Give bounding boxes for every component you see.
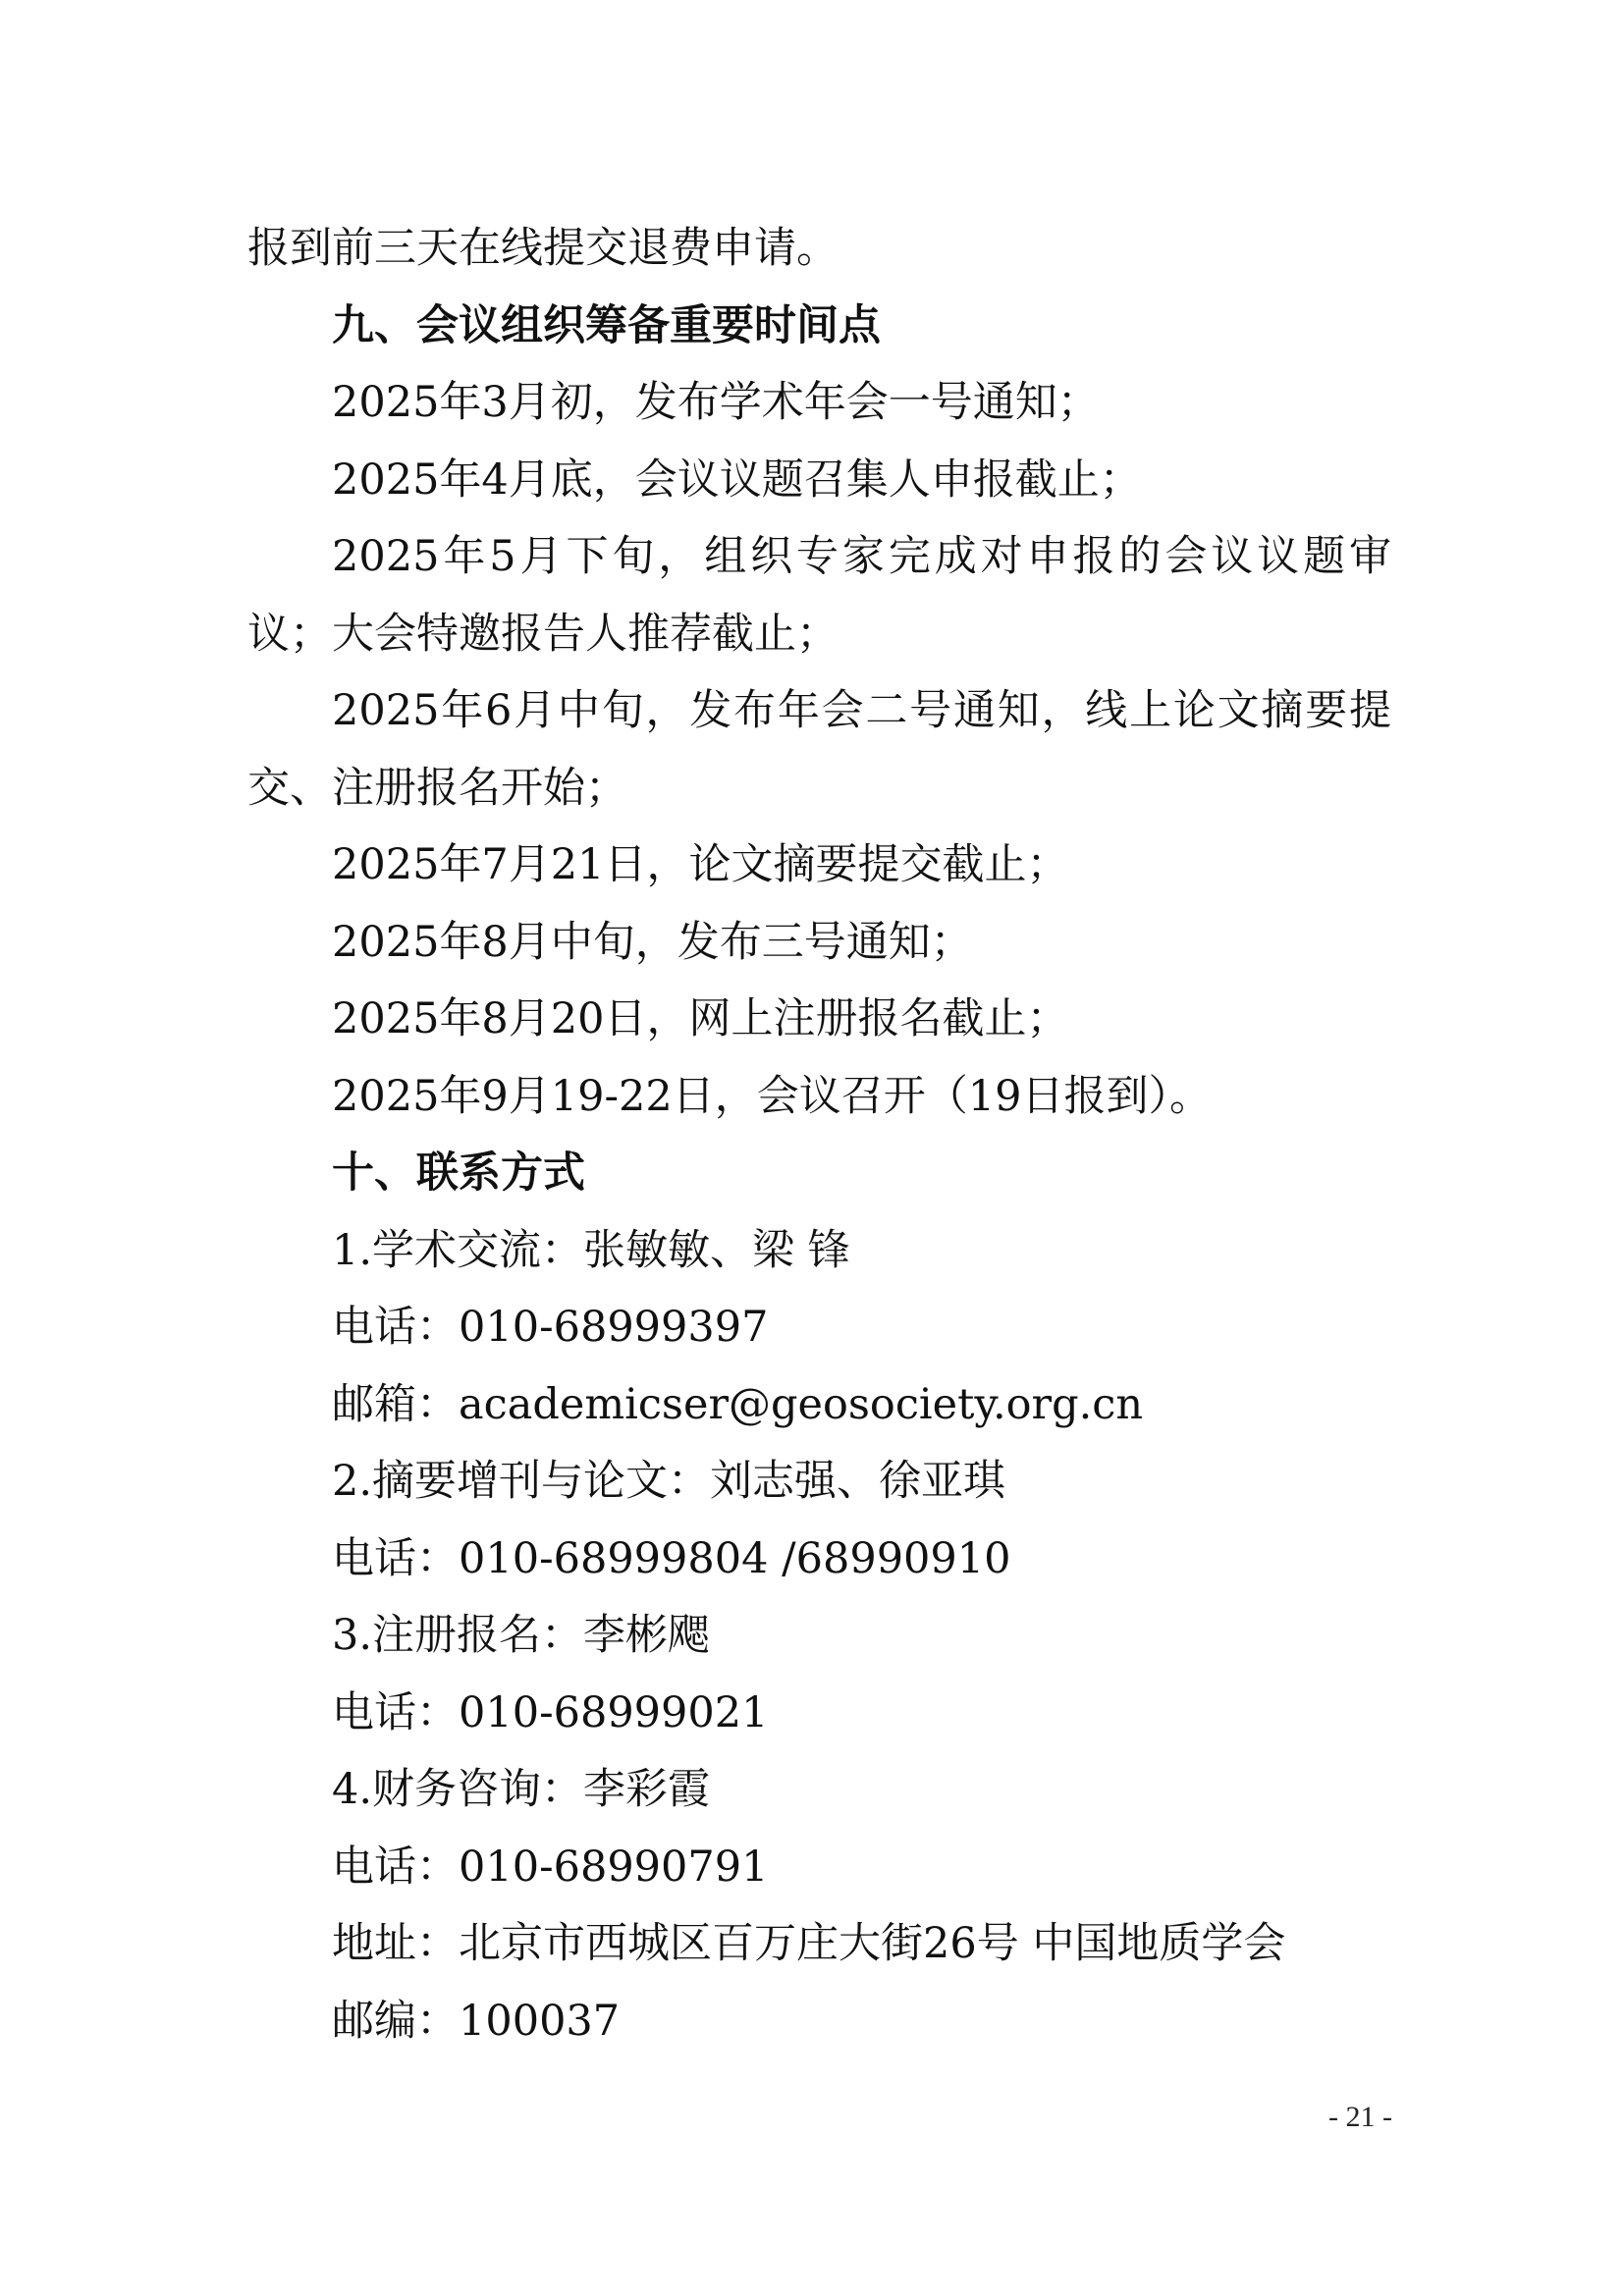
contact-registration: 3.注册报名：李彬飔 [332,1611,711,1660]
timeline-item: 2025年7月21日，论文摘要提交截止； [332,840,1069,889]
timeline-item: 2025年6月中旬，发布年会二号通知，线上论文摘要提交、注册报名开始； [247,686,1391,813]
address-line: 地址：北京市西城区百万庄大街26号 中国地质学会 [332,1919,1286,1968]
refund-line: 报到前三天在线提交退费申请。 [247,224,839,273]
timeline-item: 2025年8月20日，网上注册报名截止； [332,994,1069,1043]
contact-academic-email: 邮箱：academicser@geosociety.org.cn [332,1379,1144,1429]
page-number: - 21 - [1328,2101,1392,2133]
contact-abstracts-phone: 电话：010-68999804 /68990910 [332,1533,1011,1583]
timeline-item: 2025年8月中旬，发布三号通知； [332,917,973,967]
section-heading-contacts: 十、联系方式 [332,1148,585,1198]
timeline-item: 2025年5月下旬，组织专家完成对申报的会议议题审议；大会特邀报告人推荐截止； [247,532,1391,659]
postcode-line: 邮编：100037 [332,1996,621,2046]
contact-abstracts: 2.摘要增刊与论文：刘志强、徐亚琪 [332,1457,1006,1506]
contact-academic-phone: 电话：010-68999397 [332,1303,769,1352]
timeline-item: 2025年4月底，会议议题召集人申报截止； [332,454,1142,505]
contact-finance: 4.财务咨询：李彩霞 [332,1765,711,1814]
contact-registration-phone: 电话：010-68999021 [332,1687,769,1737]
contact-finance-phone: 电话：010-68990791 [332,1842,769,1892]
contact-academic: 1.学术交流：张敏敏、梁 锋 [332,1225,850,1275]
document-body [247,210,1391,2059]
section-heading-timeline: 九、会议组织筹备重要时间点 [332,300,881,350]
timeline-item: 2025年3月初，发布学术年会一号通知； [332,378,1100,427]
timeline-item: 2025年9月19-22日，会议召开（19日报到）。 [332,1071,1212,1121]
